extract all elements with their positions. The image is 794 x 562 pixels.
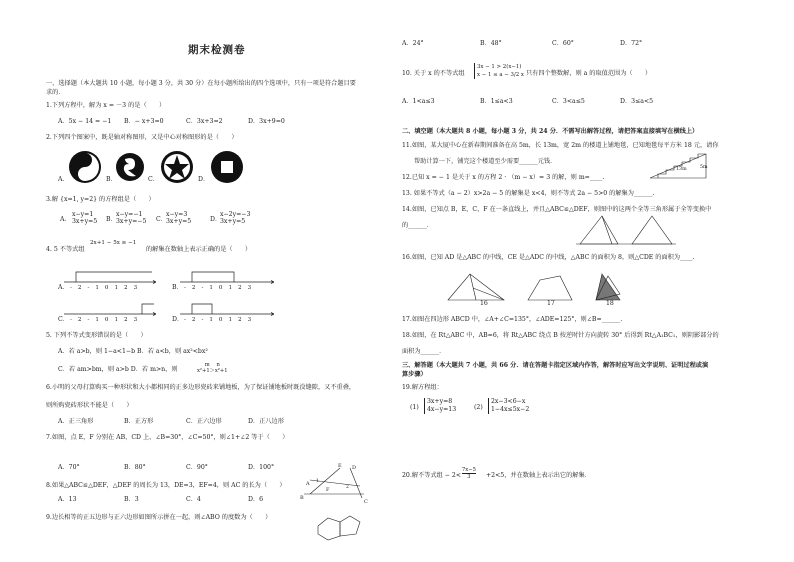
- swirl-icon: [115, 150, 145, 184]
- q3-system-c: x−y=3 3x+y=5: [166, 211, 192, 225]
- q10-option-a: A．1<a≤3: [402, 98, 435, 105]
- question-13: 13. 如果不等式（a − 2）x>2a − 5 的解集是 x<4，则不等式 2a − 5>0 的解集为______.: [402, 190, 655, 197]
- question-2: 2.下列四个图案中，既是轴对称图形，又是中心对称图形的是（ ）: [46, 134, 238, 141]
- question-10: 10. 关于 x 的不等式组: [402, 70, 465, 77]
- q10-option-b: B．1≤a<3: [480, 98, 513, 105]
- question-11: 11.如图，某大厦中心在新春期间准备在高 5m，长 13m，宽 2m 的楼道上铺地毯，已知地毯每平方米 18 元，请你: [402, 142, 719, 149]
- fig7-label-f: F: [326, 487, 330, 493]
- fig7-label-d: D: [352, 465, 357, 471]
- q1-option-a: A．5x − 14 = −1: [58, 118, 112, 125]
- figure-caption-17: 17: [547, 300, 555, 307]
- q2-option-c: C．: [148, 176, 159, 183]
- q4-inequality-system: 2x+1 − 5x ≥ −1: [90, 240, 137, 246]
- numberline-ticks-a: -2-10123: [70, 285, 144, 291]
- question-5: 5. 下列不等式变形错误的是（ ）: [46, 332, 147, 339]
- q1-option-b: B．− x+3=0: [124, 118, 164, 125]
- fig7-label-e: E: [338, 463, 342, 469]
- section1-heading-cont: 求的．: [46, 89, 65, 96]
- q9-option-d: D．72°: [620, 40, 643, 47]
- fig7-label-c: C: [364, 499, 368, 505]
- question-12: 12.已知 x = − 1 是关于 x 的方程 2 · （m − x）= 3 的解，则 m=____.: [402, 174, 605, 181]
- square-in-circle-icon: [210, 150, 244, 184]
- q5-options-cd: C．若 am>bm，则 a>b D．若 m>n，则: [58, 366, 178, 373]
- question-8: 8.如果△ABC≌△DEF，△DEF 的周长为 13，DE=3，EF=4，则 AC 的长为（ ）: [46, 482, 286, 489]
- q4-option-b: B．: [172, 284, 183, 291]
- q19-part2-label: (2): [474, 404, 483, 411]
- question-18-cont: 面积为______．: [402, 348, 446, 355]
- q3-text: 3.解 {x=1, y=2} 的方程组是（ ）: [46, 196, 155, 203]
- question-20: 20.解不等式组 − 2<: [402, 472, 462, 479]
- question-4-tail: 的解集在数轴上表示正确的是（ ）: [146, 246, 252, 253]
- fig7-angle-1: 1: [316, 479, 319, 484]
- fig11-label-5m: 5m: [700, 165, 708, 170]
- q8-option-b: B．3: [124, 496, 139, 503]
- q8-option-c: C．4: [186, 496, 201, 503]
- q7-option-b: B．80°: [124, 464, 146, 471]
- q10-option-d: D．3≤a<5: [620, 98, 654, 105]
- question-11-cont: 帮助计算一下，铺完这个楼道至少需要______元钱．: [414, 158, 557, 165]
- page-title: 期末检测卷: [188, 44, 246, 56]
- question-14-cont: 的______．: [402, 222, 433, 229]
- q3-option-a: A．: [60, 216, 71, 223]
- section3-heading-cont: 算步骤）: [402, 371, 427, 378]
- question-4: 4. 5 不等式组: [46, 246, 85, 253]
- numberline-ticks-c: -2-10123: [70, 317, 144, 323]
- q3-system-a: x−y=1 3x+y=5: [72, 211, 98, 225]
- yin-yang-icon: [68, 150, 102, 184]
- q1-option-d: D．3x+9=0: [248, 118, 285, 125]
- q4-option-c: C．: [58, 316, 69, 323]
- q9-option-c: C．60°: [552, 40, 574, 47]
- q9-option-a: A．24°: [402, 40, 424, 47]
- q4-option-a: A．: [58, 284, 69, 291]
- question-14: 14.如图，已知点 B，E，C，F 在一条直线上，并且△ABC≌△DEF，则图中的这两个全等三角形属于全等变换中: [402, 206, 712, 213]
- q6-option-c: C．正六边形: [186, 418, 222, 425]
- q7-option-a: A．70°: [58, 464, 80, 471]
- q3-system-b: x−y=−1 3x+y=−5: [116, 211, 147, 225]
- q8-option-d: D．6: [248, 496, 264, 503]
- q10-option-c: C．3<a≤5: [552, 98, 585, 105]
- figure-caption-18: 18: [606, 300, 614, 307]
- question-6: 6.小明的父母打算购买一种形状和大小都相同的正多边形瓷砖来铺地板，为了保证铺地板时既没缝隙，又不重叠，: [46, 384, 356, 391]
- question-3: [46, 196, 155, 204]
- q2-option-b: B．: [106, 176, 117, 183]
- q3-system-d: x−2y=−3 3x+y=5: [220, 211, 251, 225]
- q9-option-b: B．48°: [480, 40, 502, 47]
- section3-heading: 三、解答题（本大题共 7 小题，共 66 分．请在答题卡指定区域内作答，解答时应写出文字说明、证明过程或演: [402, 362, 709, 369]
- q19-part1-label: (1): [410, 404, 419, 411]
- question-19: 19.解方程组：: [402, 384, 443, 391]
- q5-options-ab: A．若 a>b，则 1−a<1−b B．若 a<b，则 ax²<bx²: [58, 348, 208, 355]
- q3-option-b: B．: [106, 216, 117, 223]
- q6-option-b: B．正方形: [124, 418, 154, 425]
- question-16: 16.如图，已知 AD 是△ABC 的中线，CE 是△ADC 的中线，△ABC 的面积为 8，则△CDE 的面积为____.: [402, 254, 695, 261]
- q8-option-a: A．13: [58, 496, 77, 503]
- q19-part2-system: 2x−3<6−x 1−4x≤5x−2: [488, 398, 529, 414]
- q1-option-c: C．3x+3=2: [186, 118, 223, 125]
- q10-inequality-system: 3x − 1 > 2(x−1) x − 1 ≤ a − 3/2 x: [474, 63, 524, 79]
- q14-congruent-triangles-figure: [572, 212, 682, 252]
- q4-option-d: D．: [172, 316, 184, 323]
- numberline-ticks-b: -2-10123: [184, 285, 258, 291]
- section1-heading: 一、选择题（本大题共 10 小题，每小题 3 分，共 30 分）在每小题所给出的四个选项中，只有一项是符合题目要: [46, 80, 356, 87]
- q6-option-a: A．正三角形: [58, 418, 94, 425]
- q7-figure: [300, 464, 370, 506]
- q7-option-c: C．90°: [186, 464, 208, 471]
- q3-option-d: D．: [210, 216, 222, 223]
- section2-heading: 二、填空题（本大题共 8 小题，每小题 3 分，共 24 分．不需写出解答过程，请把答案直接填写在横线上）: [402, 128, 699, 135]
- q5-fraction: m n x²+1＞x²+1: [197, 362, 228, 374]
- question-18: 18.如图，在 Rt△ABC 中，AB=6，将 Rt△ABC 绕点 B 按逆时针方向旋转 30° 后得到 Rt△A₁BC₁，则阴影部分的: [402, 332, 719, 339]
- question-7: 7.如图，点 E，F 分别在 AB，CD 上，∠B=30°，∠C=50°，则∠1+∠2 等于（ ）: [46, 434, 289, 441]
- fig11-label-13m: 13m: [676, 167, 687, 172]
- q6-option-d: D．正八边形: [248, 418, 284, 425]
- q2-option-d: D．: [198, 176, 210, 183]
- q11-staircase-figure: [648, 142, 710, 182]
- numberline-ticks-d: -2-10123: [184, 317, 258, 323]
- question-1: 1.下列方程中，解为 x = －3 的是（ ）: [46, 102, 166, 109]
- q7-option-d: D．100°: [248, 464, 275, 471]
- question-6-cont: 则所购瓷砖形状不能是（ ）: [46, 402, 133, 409]
- question-17: 17.如图在四边形 ABCD 中，∠A+∠C=135°，∠ADE=125°，则∠B=______.: [402, 316, 623, 323]
- figures-16-17-18: [444, 270, 624, 310]
- question-20-tail: +2<5，并在数轴上表示出它的解集．: [486, 472, 591, 479]
- star-icon: [160, 150, 194, 184]
- question-10-tail: 只有四个整数解，则 a 的取值范围为（ ）: [526, 70, 652, 77]
- q19-part1-system: 3x+y=8 4x−y=13: [424, 398, 456, 414]
- question-9: 9.边长相等的正五边形与正六边形如图所示拼在一起，则∠ABO 的度数为（ ）: [46, 514, 272, 521]
- fig7-label-b: B: [300, 495, 304, 501]
- figure-caption-16: 16: [480, 300, 488, 307]
- q9-pentagon-hexagon-figure: [310, 510, 366, 550]
- fig7-angle-2: 2: [346, 485, 349, 490]
- q20-fraction: 7x−5 3: [462, 467, 476, 480]
- fig7-label-a: A: [306, 481, 310, 487]
- q2-option-a: A．: [58, 176, 69, 183]
- q3-option-c: C．: [156, 216, 167, 223]
